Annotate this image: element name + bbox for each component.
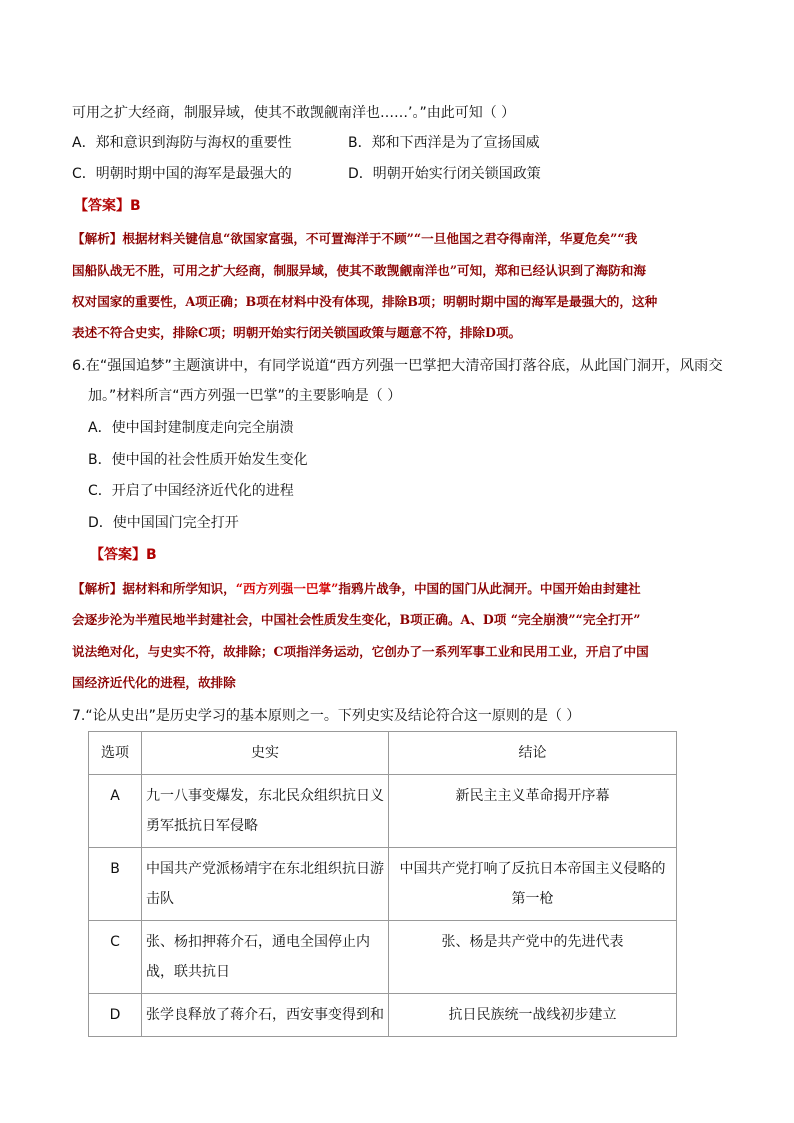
row-conclusion: 中国共产党打响了反抗日本帝国主义侵略的第一枪 xyxy=(389,848,677,921)
header-conclusion: 结论 xyxy=(389,732,677,775)
row-option: D xyxy=(89,994,142,1037)
row-fact: 张学良释放了蒋介石，西安事变得到和 xyxy=(142,994,389,1037)
q5-explanation-line-2: 国船队战无不胜，可用之扩大经商，制服异域，使其不敢觊觎南洋也”可知，郑和已经认识到了海防和海 xyxy=(72,263,646,278)
q6-explanation-line-4: 国经济近代化的进程，故排除 xyxy=(72,675,236,690)
row-option: B xyxy=(89,848,142,921)
q6-exp-highlight: “西方列强一巴掌” xyxy=(235,581,339,596)
q6-stem-line-2: 加。”材料所言“西方列强一巴掌”的主要影响是（ ） xyxy=(88,388,402,404)
table-row xyxy=(89,848,677,921)
table-row xyxy=(89,775,677,848)
q5-option-b: B．郑和下西洋是为了宣扬国威 xyxy=(348,135,540,151)
table-row xyxy=(89,994,677,1037)
row-option: C xyxy=(89,921,142,994)
q5-answer: 【答案】B xyxy=(74,198,141,214)
header-fact: 史实 xyxy=(142,732,389,775)
q6-explanation-line-1 xyxy=(72,579,722,599)
row-conclusion: 抗日民族统一战线初步建立 xyxy=(389,994,677,1037)
row-fact: 中国共产党派杨靖宇在东北组织抗日游击队 xyxy=(142,848,389,921)
q6-exp-text: 指鸦片战争，中国的国门从此洞开。中国开始由封建社 xyxy=(338,581,641,596)
q7-stem: 7.“论从史出”是历史学习的基本原则之一。下列史实及结论符合这一原则的是（ ） xyxy=(72,708,581,724)
q5-option-d: D．明朝开始实行闭关锁国政策 xyxy=(348,166,541,182)
row-conclusion: 新民主主义革命揭开序幕 xyxy=(389,775,677,848)
q5-stem-tail: 可用之扩大经商，制服异域，使其不敢觊觎南洋也……’。”由此可知（ ） xyxy=(72,105,516,121)
table-header-row xyxy=(89,732,677,775)
q6-explanation-line-2: 会逐步沦为半殖民地半封建社会，中国社会性质发生变化，B项正确。A、D项 “完全崩溃”“完全打开” xyxy=(72,612,641,627)
q5-explanation-line-1: 【解析】根据材料关键信息“欲国家富强，不可置海洋于不顾”“一旦他国之君夺得南洋，华夏危矣”“我 xyxy=(72,231,638,246)
table-row xyxy=(89,921,677,994)
row-fact: 九一八事变爆发，东北民众组织抗日义勇军抵抗日军侵略 xyxy=(142,775,389,848)
q6-option-c: C．开启了中国经济近代化的进程 xyxy=(88,483,294,499)
q6-answer: 【答案】B xyxy=(90,547,157,563)
q6-stem-line-1: 6.在“强国追梦”主题演讲中，有同学说道“西方列强一巴掌把大清帝国打落谷底，从此国门洞开，风雨交 xyxy=(72,358,723,374)
row-option: A xyxy=(89,775,142,848)
q6-exp-text: 【解析】据材料和所学知识， xyxy=(72,581,236,596)
q5-option-a: A．郑和意识到海防与海权的重要性 xyxy=(72,135,292,151)
row-fact: 张、杨扣押蒋介石，通电全国停止内战，联共抗日 xyxy=(142,921,389,994)
q5-explanation-line-3: 权对国家的重要性，A项正确；B项在材料中没有体现，排除B项；明朝时期中国的海军是最强大的，这种 xyxy=(72,294,658,309)
q6-option-b: B．使中国的社会性质开始发生变化 xyxy=(88,452,308,468)
q5-option-c: C．明朝时期中国的海军是最强大的 xyxy=(72,166,292,182)
q7-table xyxy=(88,731,677,1037)
q6-option-a: A．使中国封建制度走向完全崩溃 xyxy=(88,420,294,436)
q6-option-d: D．使中国国门完全打开 xyxy=(88,515,239,531)
header-option: 选项 xyxy=(89,732,142,775)
q6-explanation-line-3: 说法绝对化，与史实不符，故排除；C项指洋务运动，它创办了一系列军事工业和民用工业，开启了中国 xyxy=(72,644,649,659)
row-conclusion: 张、杨是共产党中的先进代表 xyxy=(389,921,677,994)
q5-explanation-line-4: 表述不符合史实，排除C项；明朝开始实行闭关锁国政策与题意不符，排除D项。 xyxy=(72,325,522,340)
